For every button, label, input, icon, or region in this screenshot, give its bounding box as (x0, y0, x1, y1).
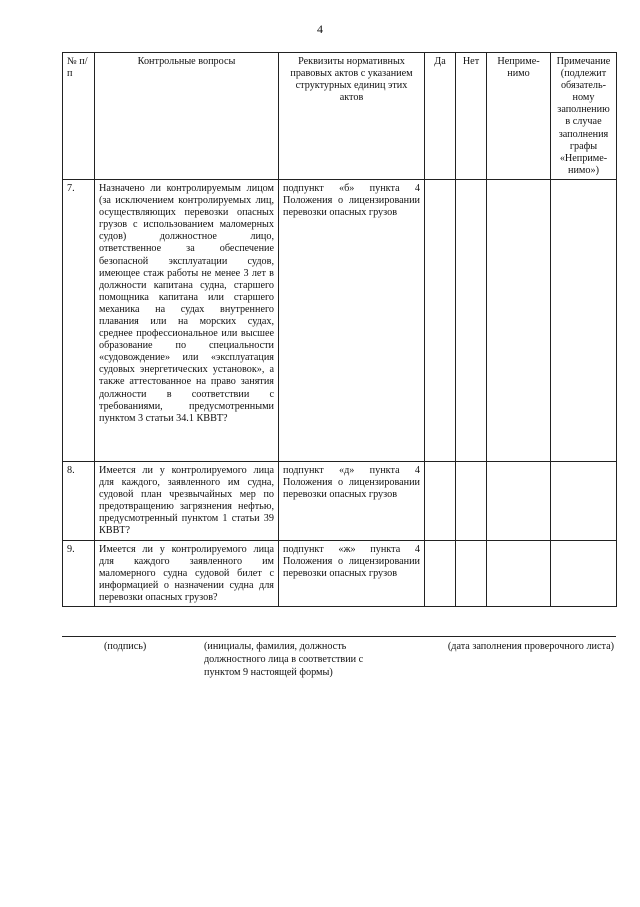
row-question: Имеется ли у контролируемого лица для каждого заявленного им маломерного судна судовой билет с информацией о назначении судна для перевозки опасных грузов? (95, 540, 279, 606)
row-number: 7. (63, 179, 95, 461)
table-row (63, 179, 617, 461)
table-header-row (63, 53, 617, 180)
row-note-cell[interactable] (551, 179, 617, 461)
row-no-cell[interactable] (456, 179, 487, 461)
row-na-cell[interactable] (487, 540, 551, 606)
row-reference: подпункт «ж» пункта 4 Положения о лицензировании перевозки опасных грузов (279, 540, 425, 606)
date-label: (дата заполнения проверочного листа) (447, 641, 614, 652)
row-na-cell[interactable] (487, 461, 551, 540)
header-no: Нет (456, 53, 487, 180)
header-na: Неприме- нимо (487, 53, 551, 180)
row-reference: подпункт «д» пункта 4 Положения о лицензировании перевозки опасных грузов (279, 461, 425, 540)
row-na-cell[interactable] (487, 179, 551, 461)
signature-label: (подпись) (104, 641, 147, 652)
header-refs: Реквизиты нормативных правовых актов с указанием структурных единиц этих актов (279, 53, 425, 180)
name-position-label: (инициалы, фамилия, должность должностного лица в соответствии с пунктом 9 настоящей формы) (204, 641, 364, 678)
row-question: Имеется ли у контролируемого лица для каждого, заявленного им судна, судовой план чрезвычайных мер по предотвращению загрязнения нефтью, предусмотренный пунктом 1 статьи 39 КВВТ? (95, 461, 279, 540)
signature-line (62, 636, 616, 637)
row-yes-cell[interactable] (425, 540, 456, 606)
row-question: Назначено ли контролируемым лицом (за исключением контролируемых лиц, осуществляющих перевозки опасных грузов с использованием маломерных судов) должностное лицо, ответственное за обеспечение безопасной эксплуатации судов, имеющее стаж работы не менее 3 лет в должности капитана судна, старшего помощника капитана или старшего механика на судах внутреннего плавания или на морских судах, среднее профессиональное или высшее образование по специальности «судовождение» или «эксплуатация судовых энергетических установок», а также аттестованное на право занятия должности в соответствии с требованиями, предусмотренными пунктом 3 статьи 34.1 КВВТ? (95, 179, 279, 461)
row-note-cell[interactable] (551, 461, 617, 540)
header-question: Контрольные вопросы (95, 53, 279, 180)
row-number: 8. (63, 461, 95, 540)
table-row (63, 461, 617, 540)
row-no-cell[interactable] (456, 461, 487, 540)
row-yes-cell[interactable] (425, 461, 456, 540)
page-number: 4 (317, 22, 323, 36)
checklist-table (62, 52, 617, 607)
row-number: 9. (63, 540, 95, 606)
row-no-cell[interactable] (456, 540, 487, 606)
row-note-cell[interactable] (551, 540, 617, 606)
table-row (63, 540, 617, 606)
row-reference: подпункт «б» пункта 4 Положения о лицензировании перевозки опасных грузов (279, 179, 425, 461)
header-num: № п/п (63, 53, 95, 180)
header-yes: Да (425, 53, 456, 180)
header-note: Примечание (подлежит обязатель- ному заполнению в случае заполнения графы «Неприме- нимо») (551, 53, 617, 180)
row-yes-cell[interactable] (425, 179, 456, 461)
